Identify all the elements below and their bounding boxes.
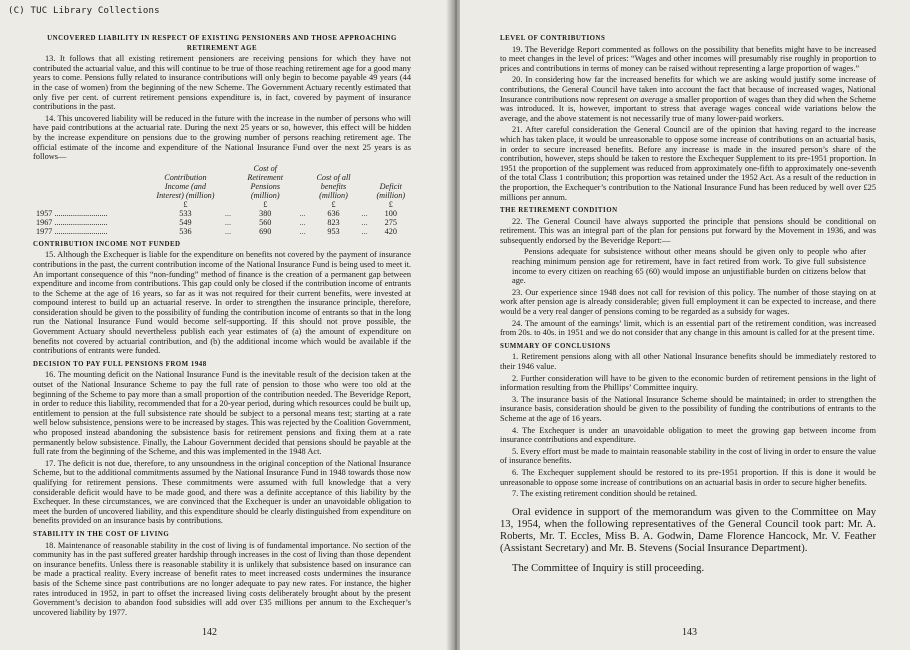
paragraph-24: 24. The amount of the earnings’ limit, which is an essential part of the retirement condition, was increased from 20s. to 40s. in 1951 and we do not consider that any change in this amount is called for at the present time. bbox=[500, 318, 876, 338]
contribution-cell: 536 bbox=[179, 226, 192, 236]
unit-cell: £ bbox=[331, 199, 336, 209]
retirement-cell: 560 bbox=[259, 217, 272, 227]
benefits-cell: 953 bbox=[327, 226, 340, 236]
table-row: 1957 .......................... 533 ... 380 ... 636 ... 100 bbox=[33, 209, 411, 218]
right-page bbox=[460, 0, 910, 650]
copyright-stamp: (C) TUC Library Collections bbox=[8, 6, 160, 16]
table-unit-row bbox=[33, 200, 411, 209]
heading-uncovered-liability: UNCOVERED LIABILITY IN RESPECT OF EXISTING PENSIONERS AND THOSE APPROACHING RETIREMENT AGE bbox=[47, 35, 397, 52]
paragraph-23: 23. Our experience since 1948 does not call for revision of this policy. The number of those staying on at work after pension age is already considerable; given full employment it can be expected to increase, and there would be a very real danger of pensions coming to be regarded as a subsidy for wages. bbox=[500, 287, 876, 317]
conclusion-4: 4. The Exchequer is under an unavoidable obligation to meet the growing gap between income from insurance contributions and expenditure. bbox=[500, 425, 876, 445]
unit-cell: £ bbox=[388, 199, 393, 209]
left-column bbox=[33, 30, 411, 619]
heading-level-contributions: LEVEL OF CONTRIBUTIONS bbox=[500, 35, 606, 42]
paragraph-21: 21. After careful consideration the General Council are of the opinion that having regard to the increase which has taken place, it would be unreasonable to oppose some increase of contributions on an actuarial basis, in order to secure increased benefits. Before any increase is made in the insured person’s share of the contribution, however, steps should be taken to restore the Exchequer Supplement to its pre-1951 proportion. In 1951 the proportion of the supplement was reduced from approximately one-fifth to approximately one-seventh of the total Class 1 contribution; this proportion was retained under the 1952 Act. As a result of the reduction in the proportion, the Exchequer’s contribution to the National Insurance Fund has been reduced by well over £25 millions per annum. bbox=[500, 125, 876, 202]
col-header-deficit: Deficit (million) bbox=[376, 181, 406, 200]
heading-summary: SUMMARY OF CONCLUSIONS bbox=[500, 342, 611, 350]
paragraph-13: 13. It follows that all existing retirement pensioners are receiving pensions for which they have not contributed the actuarial value, and this will continue to be true of those reaching retirement age for a good many years to come. Pensions fully related to insurance contributions will only begin to become payable 49 years (44 in the case of women) from the beginning of the new Scheme. The Government Actuary recently estimated that only five per cent. of current retirement pensions expenditure is, in fact, covered by payment of insurance contributions in the past. bbox=[33, 54, 411, 112]
paragraph-20: 20. In considering how far the increased benefits for which we are asking would justify some increase of contributions, the General Council have taken into account the fact that because of increased wages, National Insurance contributions now represent on average a smaller proportion of wages than they did when the Scheme was introduced. It is, however, important to stress that average wages conceal wide variations below the average, and the above statement is not necessarily true of many lower-paid workers. bbox=[500, 75, 876, 123]
paragraph-16: 16. The mounting deficit on the National Insurance Fund is the inevitable result of the decision taken at the outset of the National Insurance Scheme to pay the full rate of pension to those who were too old at the beginning of the Scheme to pay more than a small proportion of the contribution needed. The Beveridge Report, in order to reduce this liability, recommended that for a 20-year period, during which resources could be built up, entitlement to pension at the full subsistence rate should be subject to a personal means test; starting at a rate well below subsistence, pensions were to be increased by stages. This was rejected by the Coalition Government, who proposed instead abandoning the subsistence basis for retirement pensions and fixing them at a rate permanently below subsistence. Finally, the Labour Government decided that pensions should be payable at the full rate from the beginning of the Scheme, and this was implemented in the 1948 Act. bbox=[33, 370, 411, 457]
unit-cell: £ bbox=[183, 199, 188, 209]
benefits-cell: 636 bbox=[327, 208, 340, 218]
paragraph-17: 17. The deficit is not due, therefore, to any unsoundness in the original conception of the National Insurance Scheme, but to the additional commitments assumed by the National Insurance Fund in 1948 towards those now qualifying for retirement pensions. These commitments were assumed with full knowledge that a very considerable deficit would have to be made good, and there was a definite acceptance of this liability by the Exchequer. In these circumstances, we are convinced that the Exchequer is under an unavoidable obligation to meet the burden of uncovered liability, and this expenditure should be clearly distinguished from expenditure on benefits provided on an insurance basis by contributions. bbox=[33, 458, 411, 526]
closing-committee-proceeding: The Committee of Inquiry is still proceeding. bbox=[512, 562, 705, 574]
right-column bbox=[500, 30, 876, 577]
year-cell: 1967 .......................... bbox=[36, 217, 108, 227]
benefits-cell: 823 bbox=[327, 217, 340, 227]
emphasis-on-average: on average bbox=[629, 94, 668, 104]
left-page bbox=[0, 0, 452, 650]
fund-estimate-table bbox=[33, 164, 411, 236]
conclusion-6: 6. The Exchequer supplement should be restored to its pre-1951 proportion. If this is done it would be unreasonable to oppose some increase of contributions on an actuarial basis in order to secure higher benefits. bbox=[500, 467, 876, 487]
page-number-right: 143 bbox=[682, 627, 697, 638]
col-header-contribution: Contribution Income (and Interest) (million) bbox=[156, 172, 215, 200]
contribution-cell: 549 bbox=[179, 217, 192, 227]
year-cell: 1957 .......................... bbox=[36, 208, 108, 218]
conclusion-2: 2. Further consideration will have to be given to the economic burden of retirement pensions in the light of information resulting from the Phillips’ Committee inquiry. bbox=[500, 373, 876, 393]
deficit-cell: 420 bbox=[384, 226, 397, 236]
conclusion-5: 5. Every effort must be made to maintain reasonable stability in the cost of living in order to ensure the value of insurance benefits. bbox=[500, 446, 876, 466]
heading-retirement-condition: THE RETIREMENT CONDITION bbox=[500, 207, 618, 215]
conclusion-3: 3. The insurance basis of the National Insurance Scheme should be maintained; in order to strengthen the insurance basis, consideration should be given to the possibility of funding the contributions of entrants to the Scheme at the age of 16 years. bbox=[500, 394, 876, 423]
beveridge-quote: Pensions adequate for subsistence without other means should be given only to people who after reaching minimum pension age for retirement, have in fact retired from work. To give full subsistence income to every citizen on reaching 65 (60) would impose an unjustifiable burden on citizens below that age. bbox=[512, 247, 866, 286]
paragraph-19: 19. The Beveridge Report commented as follows on the possibility that benefits might have to be increased to meet changes in the level of prices: “Wages and other incomes will presumably rise roughly in proportion to prices and contributions in terms of money can be raised without representing a large proportion of wages.” bbox=[500, 44, 876, 73]
col-header-retirement: Cost of Retirement Pensions (million) bbox=[247, 163, 284, 200]
deficit-cell: 100 bbox=[384, 208, 397, 218]
table-header-row bbox=[33, 164, 411, 200]
table-row: 1967 .......................... 549 ... 560 ... 823 ... 275 bbox=[33, 218, 411, 227]
paragraph-14: 14. This uncovered liability will be reduced in the future with the increase in the number of persons who will have paid contributions at the actuarial rate. During the next 25 years or so, however, this effect will be hidden by the increase expenditure on pensions due to the growing number of persons reaching retirement age. The official estimate of the income and expenditure of the National Insurance Fund over the next 25 years is as follows— bbox=[33, 113, 411, 162]
heading-contribution-income: CONTRIBUTION INCOME NOT FUNDED bbox=[33, 240, 181, 248]
closing-oral-evidence: Oral evidence in support of the memorandum was given to the Committee on May 13, 1954, when the following representatives of the General Council took part: Mr. A. Roberts, Mr. T. Eccles, Miss B. A. Godwin, Dame Florence Hancock, Mr. V. Feather (Assistant Secretary) and Mr. B. Stevens (Social Insurance Department). bbox=[500, 506, 876, 554]
retirement-cell: 690 bbox=[259, 226, 272, 236]
table-row: 1977 .......................... 536 ... 690 ... 953 ... 420 bbox=[33, 227, 411, 236]
conclusion-7: 7. The existing retirement condition should be retained. bbox=[512, 489, 697, 499]
page-number-left: 142 bbox=[202, 627, 217, 638]
col-header-all-benefits: Cost of all benefits (million) bbox=[316, 172, 351, 200]
paragraph-15: 15. Although the Exchequer is liable for the expenditure on benefits not covered by the payment of insurance contributions in the past, the current contribution income of the National Insurance Fund is being used to meet it. An important consequence of this “non-funding” method of finance is the creation of a permanent gap between expenditure and income from contributions. This gap could only be closed if the contribution income of entrants to the Scheme at the age of 16 years, so far as it was not required for their current benefits, were invested at compound interest to build up an actuarial reserve. In order to strengthen the insurance principle, therefore, consideration should be given to the possibility of funding the contribution income of entrants so that in the long run the National Insurance Fund would become self-supporting. If this should not prove possible, the Government Actuary should nevertheless publish each year estimates of (a) the amount of expenditure on benefits not covered by actuarial contribution, and (b) the additional income which would be available if the contributions of entrants were funded. bbox=[33, 250, 411, 356]
paragraph-22: 22. The General Council have always supported the principle that pensions should be conditional on retirement. This was an integral part of the plan for pensions put forward by the Movement in 1936, and was subsequently endorsed by the Beveridge Report:— bbox=[500, 216, 876, 245]
unit-cell: £ bbox=[263, 199, 268, 209]
contribution-cell: 533 bbox=[179, 208, 192, 218]
deficit-cell: 275 bbox=[384, 217, 397, 227]
paragraph-18: 18. Maintenance of reasonable stability in the cost of living is of fundamental importance. No section of the community has in the past suffered greater hardship through increases in the cost of living than those dependent on insurance benefits. Unless there is reasonable stability it is unlikely that subsistence based on insurance can be made a practical reality. Every increase of benefit rates to meet increased costs undermines the insurance basis of the Scheme since past contributions are no longer adequate to pay new rates. For instance, the higher rates introduced in 1952, in part to offset the increased living costs deliberately brought about by the present Government’s decision to abandon food subsidies will add over £35 millions per annum to the Exchequer’s uncovered liability by 1977. bbox=[33, 540, 411, 617]
retirement-cell: 380 bbox=[259, 208, 272, 218]
heading-cost-of-living: STABILITY IN THE COST OF LIVING bbox=[33, 530, 170, 538]
year-cell: 1977 .......................... bbox=[36, 226, 108, 236]
heading-full-pensions: DECISION TO PAY FULL PENSIONS FROM 1948 bbox=[33, 360, 207, 368]
conclusion-1: 1. Retirement pensions along with all other National Insurance benefits should be immediately restored to their 1946 value. bbox=[500, 352, 876, 371]
